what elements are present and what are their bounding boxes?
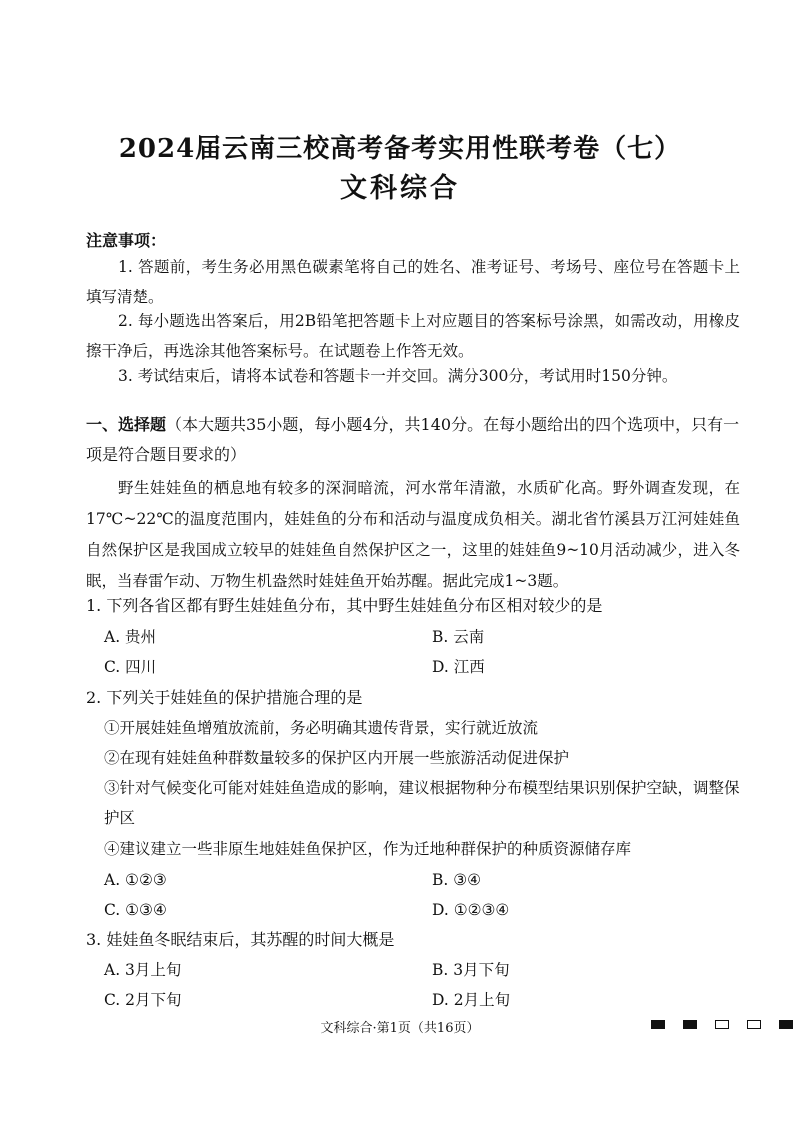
exam-title: 2024届云南三校高考备考实用性联考卷（七） (118, 134, 682, 164)
section-heading: 一、选择题 (86, 415, 167, 434)
filled-mark-icon (651, 1020, 665, 1029)
q2-option-b: B. ③④ (432, 871, 482, 889)
q2-option-c: C. ①③④ (104, 901, 167, 919)
reading-passage: 野生娃娃鱼的栖息地有较多的深洞暗流，河水常年清澈，水质矿化高。野外调查发现，在17℃~22℃的温度范围内，娃娃鱼的分布和活动与温度成负相关。湖北省竹溪县万江河娃娃鱼自然保护区是我国成立较早的娃娃鱼自然保护区之一，这里的娃娃鱼9~10月活动减少，进入冬眠，当春雷乍动、万物生机盎然时娃娃鱼开始苏醒。据此完成1~3题。 (86, 479, 740, 590)
empty-mark-icon (715, 1020, 729, 1029)
q3-option-a: A. 3月上旬 (104, 961, 182, 979)
q2-statement-1: ①开展娃娃鱼增殖放流前，务必明确其遗传背景，实行就近放流 (104, 719, 539, 737)
q3-option-d: D. 2月上旬 (432, 991, 511, 1009)
q2-statement-4: ④建议建立一些非原生地娃娃鱼保护区，作为迁地种群保护的种质资源储存库 (104, 840, 632, 858)
filled-mark-icon (683, 1020, 697, 1029)
q2-statement-3: ③针对气候变化可能对娃娃鱼造成的影响，建议根据物种分布模型结果识别保护空缺，调整保护区 (104, 779, 740, 827)
notice-item-3: 3. 考试结束后，请将本试卷和答题卡一并交回。满分300分，考试用时150分钟。 (118, 367, 678, 385)
q1-option-b: B. 云南 (432, 628, 485, 646)
notice-heading: 注意事项： (86, 231, 167, 250)
notice-item-1: 1. 答题前，考生务必用黑色碳素笔将自己的姓名、准考证号、考场号、座位号在答题卡上填写清楚。 (86, 258, 740, 306)
q3-option-b: B. 3月下旬 (432, 961, 510, 979)
filled-mark-icon (779, 1020, 793, 1029)
q1-option-a: A. 贵州 (104, 628, 157, 646)
q2-option-d: D. ①②③④ (432, 901, 510, 919)
notice-item-2: 2. 每小题选出答案后，用2B铅笔把答题卡上对应题目的答案标号涂黑，如需改动，用橡皮擦干净后，再选涂其他答案标号。在试题卷上作答无效。 (86, 312, 740, 360)
q1-option-d: D. 江西 (432, 658, 485, 676)
question-3-stem: 3. 娃娃鱼冬眠结束后，其苏醒的时间大概是 (86, 930, 395, 949)
section-header (86, 410, 746, 470)
page-marks (651, 1020, 793, 1029)
exam-subject: 文科综合 (340, 173, 460, 204)
q1-option-c: C. 四川 (104, 658, 157, 676)
question-1-stem: 1. 下列各省区都有野生娃娃鱼分布，其中野生娃娃鱼分布区相对较少的是 (86, 596, 603, 615)
section-description: （本大题共35小题，每小题4分，共140分。在每小题给出的四个选项中，只有一项是符合题目要求的） (86, 415, 740, 464)
page-footer: 文科综合·第1页（共16页） (320, 1021, 480, 1036)
q3-option-c: C. 2月下旬 (104, 991, 182, 1009)
q2-option-a: A. ①②③ (104, 871, 167, 889)
empty-mark-icon (747, 1020, 761, 1029)
question-2-stem: 2. 下列关于娃娃鱼的保护措施合理的是 (86, 688, 363, 707)
q2-statement-2: ②在现有娃娃鱼种群数量较多的保护区内开展一些旅游活动促进保护 (104, 749, 570, 767)
